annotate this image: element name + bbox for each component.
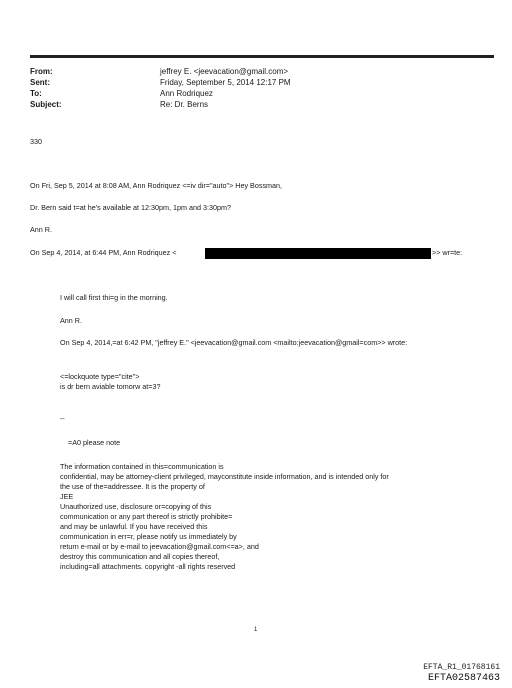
disclaimer-line: communication or any part thereof is strictly prohibite=	[60, 512, 233, 521]
body-number: 330	[30, 137, 42, 146]
sent-value: Friday, September 5, 2014 12:17 PM	[160, 78, 291, 87]
signature-ann-1: Ann R.	[30, 225, 52, 234]
disclaimer-line: and may be unlawful. If you have received this	[60, 522, 208, 531]
disclaimer-line: confidential, may be attorney-client privileged, mayconstitute inside information, and is intended only for	[60, 472, 389, 481]
disclaimer-line: communication in err=r, please notify us immediately by	[60, 532, 237, 541]
signature-dashes: --	[60, 414, 65, 423]
question-line: is dr bern aviable tomorw at=3?	[60, 382, 161, 391]
sent-label: Sent:	[30, 78, 50, 87]
signature-ann-2: Ann R.	[60, 316, 82, 325]
disclaimer-line: JEE	[60, 492, 74, 501]
disclaimer-line: destroy this communication and all copies thereof,	[60, 552, 220, 561]
from-label: From:	[30, 67, 53, 76]
blockquote-tag-line: <=lockquote type="cite">	[60, 372, 140, 381]
subject-value: Re: Dr. Berns	[160, 100, 209, 109]
bates-id: EFTA02587463	[427, 673, 500, 684]
to-label: To:	[30, 89, 42, 98]
disclaimer-line: The information contained in this=communication is	[60, 462, 224, 471]
from-value: jeffrey E. <jeevacation@gmail.com>	[160, 67, 289, 76]
quoted-header-fri: On Fri, Sep 5, 2014 at 8:08 AM, Ann Rodriquez <=iv dir="auto"> Hey Bossman,	[30, 181, 283, 190]
call-first-line: I will call first thi=g in the morning.	[60, 293, 168, 302]
please-note-line: =A0 please note	[68, 438, 121, 447]
redaction-bar	[205, 248, 431, 259]
to-value: Ann Rodriquez	[160, 89, 213, 98]
page-number: 1	[254, 627, 258, 633]
disclaimer-line: the use of the=addressee. It is the property of	[60, 482, 205, 491]
disclaimer-line: including=all attachments. copyright -all rights reserved	[60, 562, 236, 571]
disclaimer-line: return e-mail or by e-mail to jeevacation@gmail.com<=a>, and	[60, 542, 259, 551]
quoted-header-sep4-suffix: >> wr=te:	[432, 248, 463, 257]
subject-label: Subject:	[30, 100, 62, 109]
quoted-header-sep4-642: On Sep 4, 2014,=at 6:42 PM, "jeffrey E." <jeevacation@gmail.com <mailto:jeevacation@gmail=com>> wrote:	[60, 338, 408, 347]
disclaimer-line: Unauthorized use, disclosure or=copying of this	[60, 502, 212, 511]
bates-id-r1: EFTA_R1_01768161	[423, 663, 500, 672]
quoted-header-sep4-prefix: On Sep 4, 2014, at 6:44 PM, Ann Rodriquez <	[30, 248, 177, 257]
header-rule	[30, 55, 494, 58]
dr-bern-line: Dr. Bern said t=at he's available at 12:30pm, 1pm and 3:30pm?	[30, 203, 231, 212]
